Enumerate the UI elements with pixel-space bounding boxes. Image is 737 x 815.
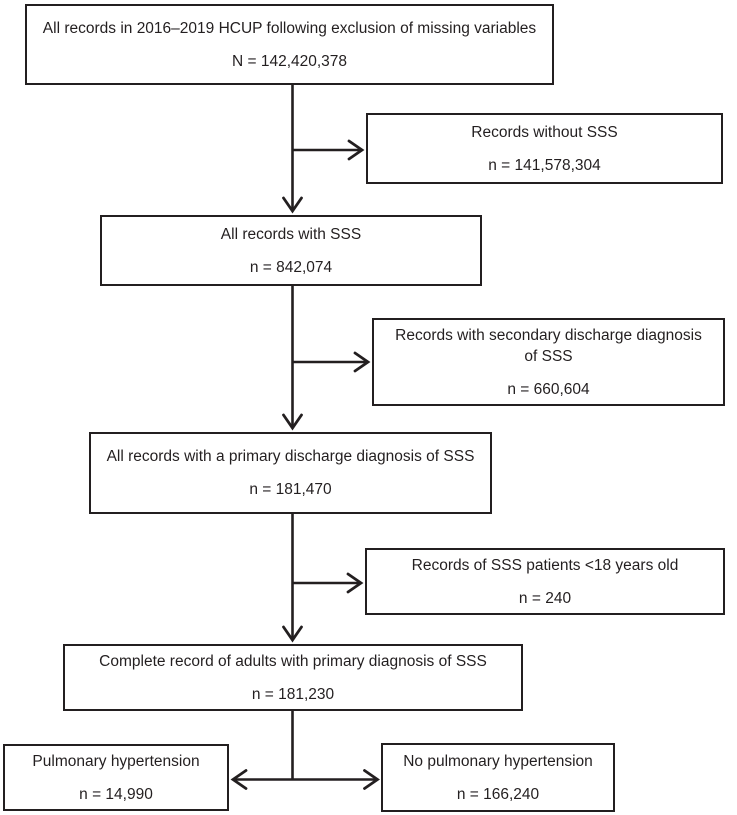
node-count: n = 660,604 [507,380,590,398]
node-label: Records with secondary discharge diagnosis of SSS [395,326,702,365]
node-count: n = 141,578,304 [488,156,601,174]
node-all-records-with-sss [100,215,482,286]
node-secondary-discharge-diagnosis [372,318,725,406]
node-label: Records without SSS [471,123,618,141]
node-pulmonary-hypertension [3,744,229,811]
node-adults-primary-diagnosis [63,644,523,711]
node-label: Pulmonary hypertension [32,752,200,770]
node-label: All records with a primary discharge diagnosis of SSS [106,448,475,465]
node-count: N = 142,420,378 [231,52,348,70]
node-count: n = 181,230 [251,685,335,703]
node-all-records [25,4,554,85]
node-count: n = 14,990 [79,785,153,803]
node-label: All records in 2016–2019 HCUP following exclusion of missing variables [42,19,537,37]
node-count: n = 240 [518,589,572,607]
node-label: No pulmonary hypertension [403,752,593,770]
node-label: Complete record of adults with primary diagnosis of SSS [99,652,487,670]
node-count: n = 842,074 [249,258,333,276]
node-no-pulmonary-hypertension [381,743,615,812]
node-primary-discharge-diagnosis [89,432,492,514]
node-under-18 [365,548,725,615]
node-count: n = 181,470 [249,481,332,498]
node-count: n = 166,240 [456,785,540,803]
node-label: Records of SSS patients <18 years old [411,556,679,574]
node-label: All records with SSS [220,225,362,243]
node-records-without-sss [366,113,723,184]
